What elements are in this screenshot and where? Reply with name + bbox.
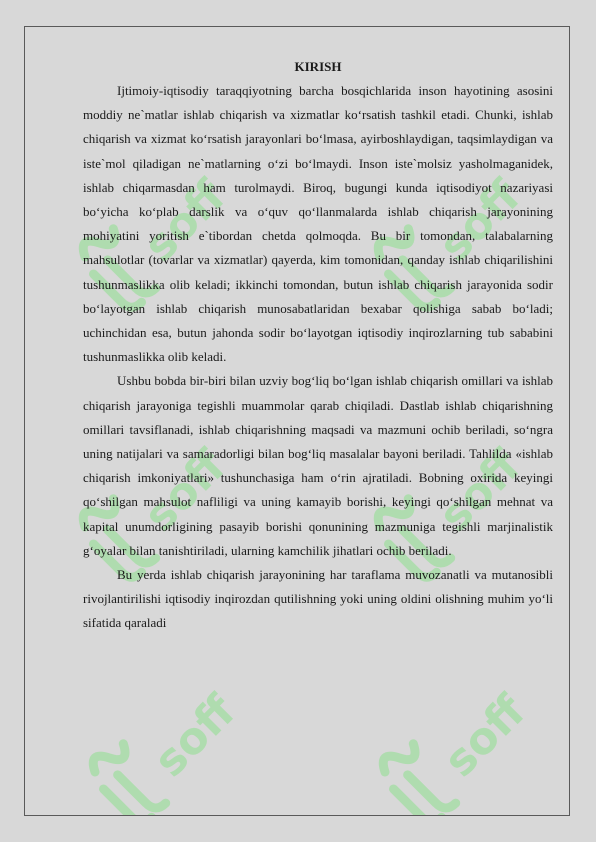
svg-text:soff: soff (134, 170, 236, 272)
document-body (83, 57, 553, 636)
paragraph-1: Ijtimoiy-iqtisodiy taraqqiyotning barcha bosqichlarida inson hayotining asosini moddiy ne`matlar ishlab chiqarish va xizmatlar ko‘rsatish tashkil etadi. Chunki, ishlab chiqarish va xizmat ko‘rsatish jarayonlari bo‘lmasa, ayirboshlaydigan, taqsimlaydigan va iste`mol qiladigan ne`matlarning o‘zi bo‘lmaydi. Inson iste`molsiz yasholmaganidek, ishlab chiqarmasdan ham turolmaydi. Biroq, bugungi kunda iqtisodiyot nazariyasi bo‘yicha ko‘plab darslik va o‘quv qo‘llanmalarda ishlab chiqarish jarayonining mohiyatini yoritish e`tibordan chetda qolmoqda. Bu bir tomondan, talabalarning mahsulotlar (tovarlar va xizmatlar) qayerda, kim tomonidan, qanday ishlab chiqarilishini tushunmaslikka olib keladi; ikkinchi tomondan, butun ishlab chiqarish jarayonida sodir bo‘layotgan ishlab chiqarish munosabatlaridan bexabar qolishiga sabab bo‘ladi; uchinchidan esa, butun jahonda sodir bo‘layotgan iqtisodiy inqirozlarning tub sababini tushunmaslikka olib keladi. (83, 83, 553, 365)
svg-text:soff: soff (144, 685, 246, 787)
paragraph-2: Ushbu bobda bir-biri bilan uzviy bog‘liq bo‘lgan ishlab chiqarish omillari va ishlab chiqarish jarayoniga tegishli muammolar qarab chiqiladi. Dastlab ishlab chiqarishning omillari tavsiflanadi, ishlab chiqarishning maqsadi va mazmuni ochib beriladi, so‘ngra uning natijalari va samaradorligi bilan bog‘liq masalalar bayoni beriladi. Tahlilda «ishlab chiqarish imkoniyatlari» tushunchasiga ham o‘rin ajratiladi. Bobning oxirida keyingi qo‘shilgan mahsulot nafliligi va uning kamayib borishi, keyingi qo‘shilgan mehnat va kapital unumdorligining pasayib borishi qonunining mazmuniga tegishli marjinalistik g‘oyalar bilan tanishtiriladi, ularning kamchilik jihatlari ochib beriladi. (83, 373, 553, 558)
svg-text:soff: soff (429, 440, 531, 542)
svg-text:soff: soff (429, 170, 531, 272)
paragraph-3: Bu yerda ishlab chiqarish jarayonining har taraflama muvozanatli va mutanosibli rivojlantirilishi iqtisodiy inqirozdan qutilishning yoki uning oldini olishning muhim yo‘li sifatida qaraladi (83, 567, 553, 631)
section-title: KIRISH (294, 59, 342, 74)
document-page (24, 26, 570, 816)
svg-text:soff: soff (134, 440, 236, 542)
svg-text:soff: soff (434, 685, 536, 787)
